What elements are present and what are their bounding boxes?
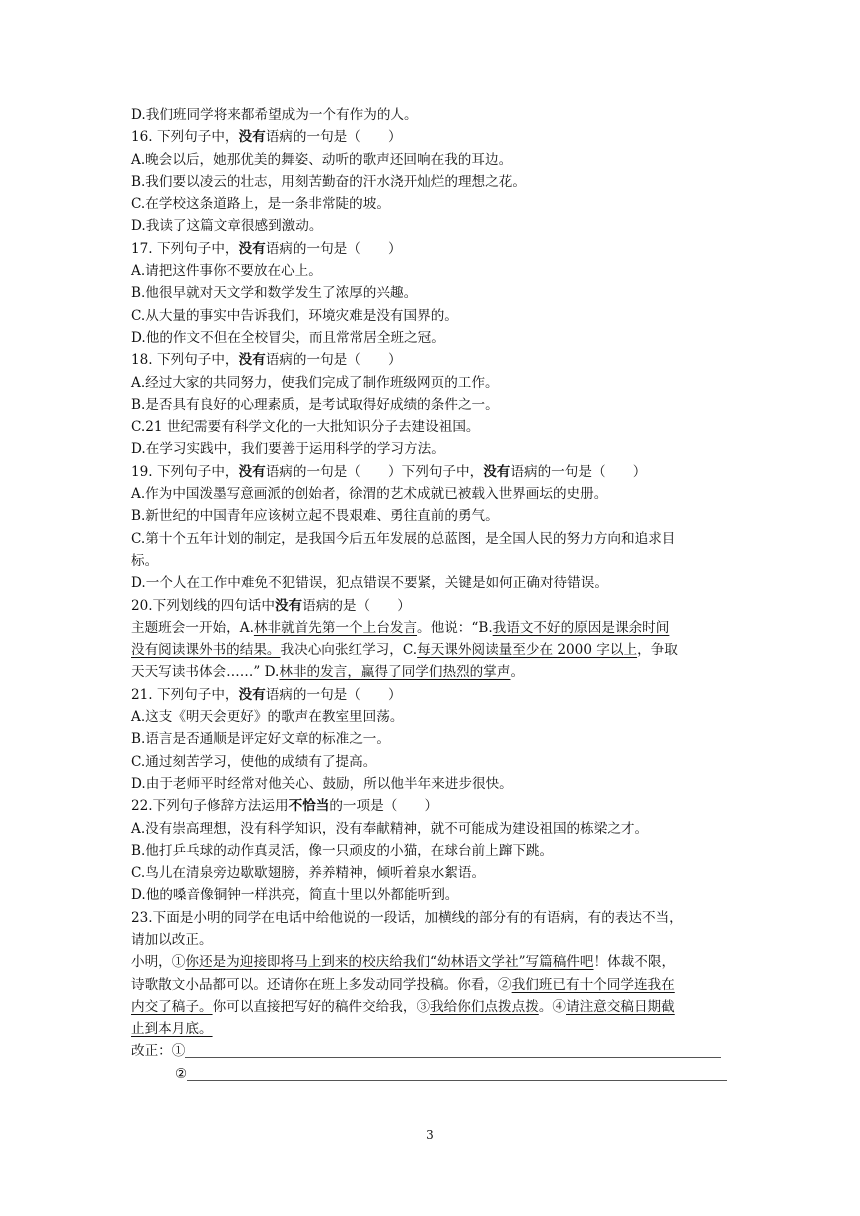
question-22-stem: 22.下列句子修辞方法运用不恰当的一项是（ ） <box>131 798 439 815</box>
underlined-phrase: 我给你们点拨点拨 <box>430 998 539 1015</box>
option-line: D.我们班同学将来都希望成为一个有作为的人。 <box>131 107 418 123</box>
option-line: A.没有崇高理想，没有科学知识，没有奉献精神，就不可能成为建设祖国的栋梁之才。 <box>131 820 649 837</box>
passage-line: 主题班会一开始，A.林非就首先第一个上台发言。他说：“B.我语文不好的原因是课余时间 <box>131 619 670 636</box>
passage-line: 没有阅读课外书的结果。我决心向张红学习，C.每天课外阅读量至少在 2000 字以上，争取 <box>131 642 678 659</box>
correction-label: 改正：① <box>131 1043 186 1060</box>
underlined-phrase: 请注意交稿日期截 <box>566 998 675 1015</box>
answer-blank-2[interactable] <box>187 1065 727 1081</box>
option-line: C.通过刻苦学习，使他的成绩有了提高。 <box>131 753 377 770</box>
underlined-phrase: 林非就首先第一个上台发言 <box>253 619 418 636</box>
question-17-stem: 17. 下列句子中，没有语病的一句是（ ） <box>131 240 402 257</box>
passage-line: 小明，①你还是为迎接即将马上到来的校庆给我们“幼林语文学社”写篇稿件吧！体裁不限， <box>131 954 676 971</box>
question-23-stem-continued: 请加以改正。 <box>131 931 213 948</box>
underlined-phrase: 林非的发言，赢得了同学们热烈的掌声 <box>279 664 511 681</box>
option-line: B.我们要以凌云的壮志，用刻苦勤奋的汗水浇开灿烂的理想之花。 <box>131 173 526 190</box>
underlined-phrase: 你还是为迎接即将马上到来的校庆给我们“幼林语文学社”写篇稿件吧 <box>185 954 594 971</box>
option-line: D.由于老师平时经常对他关心、鼓励，所以他半年来进步很快。 <box>131 775 513 792</box>
option-line: A.这支《明天会更好》的歌声在教室里回荡。 <box>131 709 404 726</box>
underlined-phrase: 止到本月底。 <box>131 1021 213 1038</box>
option-line: A.作为中国泼墨写意画派的创始者，徐渭的艺术成就已被载入世界画坛的史册。 <box>131 486 608 503</box>
page-number: 3 <box>426 1128 434 1142</box>
option-line: A.晚会以后，她那优美的舞姿、动听的歌声还回响在我的耳边。 <box>131 151 513 168</box>
passage-line: 天天写读书体会……” D.林非的发言，赢得了同学们热烈的掌声。 <box>131 664 525 681</box>
option-line: B.是否具有良好的心理素质，是考试取得好成绩的条件之一。 <box>131 396 499 413</box>
option-line: C.在学校这条道路上，是一条非常陡的坡。 <box>131 196 390 213</box>
option-line: D.他的作文不但在全校冒尖，而且常常居全班之冠。 <box>131 329 445 346</box>
option-line: B.新世纪的中国青年应该树立起不畏艰难、勇往直前的勇气。 <box>131 508 499 525</box>
question-18-stem: 18. 下列句子中，没有语病的一句是（ ） <box>131 352 402 369</box>
underlined-phrase: 没有阅读课外书的结果。 <box>131 642 281 659</box>
option-line: A.经过大家的共同努力，使我们完成了制作班级网页的工作。 <box>131 374 499 391</box>
correction-line-2 <box>131 1063 731 1085</box>
option-line: D.在学习实践中，我们要善于运用科学的学习方法。 <box>131 441 445 458</box>
question-16-stem: 16. 下列句子中，没有语病的一句是（ ） <box>131 129 402 146</box>
option-line: B.他打乒乓球的动作真灵活，像一只顽皮的小猫，在球台前上蹿下跳。 <box>131 842 554 859</box>
underlined-phrase: 我们班已有十个同学连我在 <box>511 976 675 993</box>
question-20-stem: 20.下列划线的四句话中没有语病的是（ ） <box>131 597 411 614</box>
option-line: B.他很早就对天文学和数学发生了浓厚的兴趣。 <box>131 285 418 302</box>
option-line: C.从大量的事实中告诉我们，环境灾难是没有国界的。 <box>131 307 458 324</box>
question-19-stem: 19. 下列句子中，没有语病的一句是（ ）下列句子中，没有语病的一句是（ ） <box>131 463 647 480</box>
passage-line: 内交了稿子。你可以直接把写好的稿件交给我，③我给你们点拨点拨。④请注意交稿日期截 <box>131 998 675 1015</box>
option-line: B.语言是否通顺是评定好文章的标准之一。 <box>131 731 390 748</box>
passage-line <box>131 1018 731 1040</box>
underlined-phrase: 内交了稿子。 <box>131 998 213 1015</box>
option-line: D.一个人在工作中难免不犯错误，犯点错误不要紧，关键是如何正确对待错误。 <box>131 575 608 592</box>
option-line-continued: 标。 <box>131 552 159 569</box>
option-line: C.21 世纪需要有科学文化的一大批知识分子去建设祖国。 <box>131 419 480 436</box>
answer-blank-1[interactable] <box>185 1042 721 1058</box>
passage-line: 诗歌散文小品都可以。还请你在班上多发动同学投稿。你看，②我们班已有十个同学连我在 <box>131 976 675 993</box>
correction-number: ② <box>175 1065 188 1082</box>
underlined-phrase: 每天课外阅读量至少在 2000 字以上 <box>417 642 638 659</box>
option-line: D.他的嗓音像铜钟一样洪亮，简直十里以外都能听到。 <box>131 887 459 904</box>
question-21-stem: 21. 下列句子中，没有语病的一句是（ ） <box>131 686 402 703</box>
option-line: C.第十个五年计划的制定，是我国今后五年发展的总蓝图，是全国人民的努力方向和追求目 <box>131 530 676 547</box>
exercise-content <box>131 104 731 1085</box>
question-23-stem: 23.下面是小明的同学在电话中给他说的一段话，加横线的部分有的有语病，有的表达不当， <box>131 909 683 926</box>
correction-line-1 <box>131 1040 731 1062</box>
option-line: D.我读了这篇文章很感到激动。 <box>131 218 323 235</box>
option-line: A.请把这件事你不要放在心上。 <box>131 263 322 280</box>
option-line: C.鸟儿在清泉旁边歇歇翅膀，养养精神，倾听着泉水絮语。 <box>131 865 486 882</box>
underlined-phrase: 我语文不好的原因是课余时间 <box>492 619 670 636</box>
